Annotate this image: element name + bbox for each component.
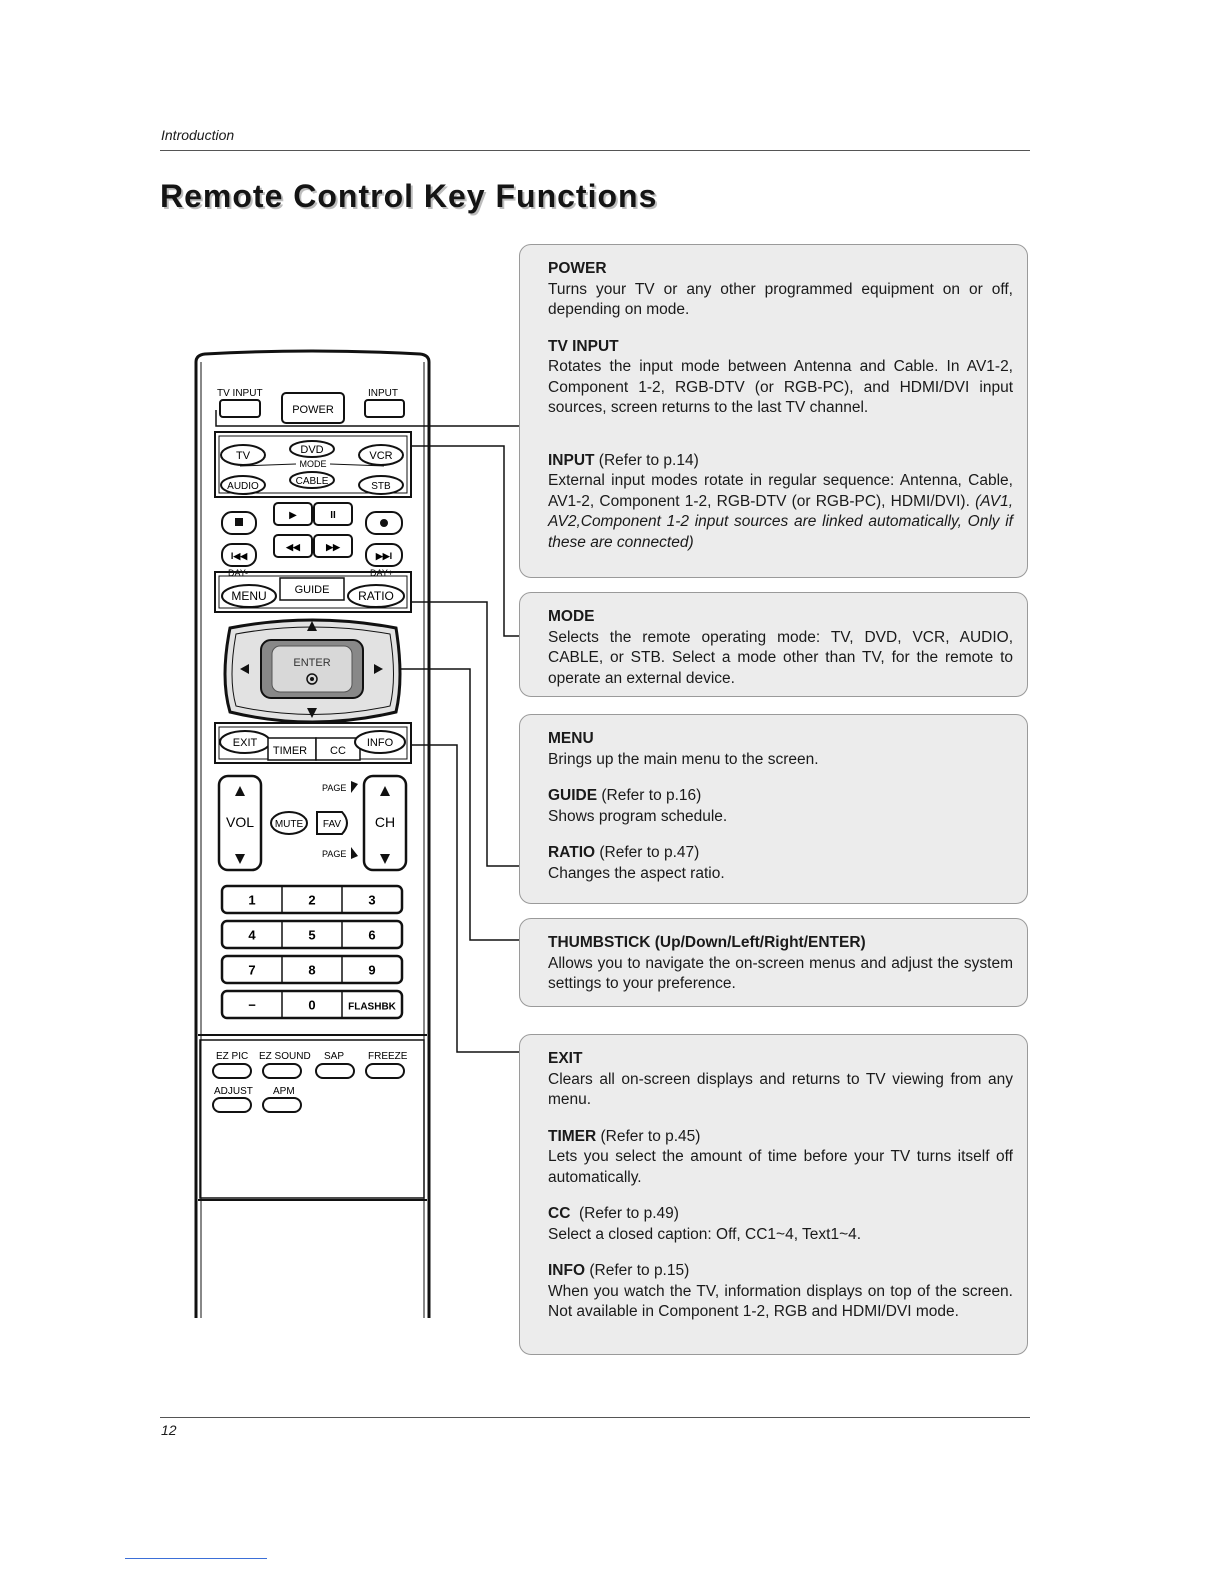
mode-description: Selects the remote operating mode: TV, DVD, VCR, AUDIO, CABLE, or STB. Select a mode other than TV, for the remote to operate an external device. xyxy=(548,628,1013,687)
cc-item xyxy=(548,1204,1013,1245)
key-4-button[interactable]: 4 xyxy=(248,927,256,943)
key-9-button[interactable]: 9 xyxy=(368,962,376,978)
skip-back-icon: I◀◀ xyxy=(230,551,248,561)
section-label: Introduction xyxy=(161,127,235,143)
guide-button-label: GUIDE xyxy=(294,584,330,596)
footer-rule xyxy=(160,1417,1030,1418)
number-keypad xyxy=(222,886,402,1018)
exit-item xyxy=(548,1049,1013,1111)
cc-heading: CC xyxy=(548,1205,571,1222)
mode-audio-label: AUDIO xyxy=(227,481,259,492)
timer-heading: TIMER xyxy=(548,1127,597,1145)
sap-label: SAP xyxy=(324,1051,345,1062)
page-title: Remote Control Key Functions xyxy=(160,178,658,214)
ratio-heading: RATIO xyxy=(548,844,596,861)
apm-label: APM xyxy=(273,1086,295,1097)
channel-label: CH xyxy=(374,814,396,830)
tv-input-description: Rotates the input mode between Antenna and Cable. In AV1-2, Component 1-2, RGB-DTV (or RGB-PC), and HDMI/DVI input sources, screen returns to the last TV channel. xyxy=(548,358,1013,416)
key-8-button[interactable]: 8 xyxy=(308,962,316,978)
guide-item xyxy=(548,786,1013,827)
power-item xyxy=(548,259,1013,321)
record-icon xyxy=(380,519,388,527)
guide-description: Shows program schedule. xyxy=(548,807,728,825)
adjust-button[interactable] xyxy=(213,1098,251,1112)
key-7-button[interactable]: 7 xyxy=(248,962,256,978)
menu-heading: MENU xyxy=(548,730,594,747)
apm-button[interactable] xyxy=(263,1098,301,1112)
ez-sound-label: EZ SOUND xyxy=(259,1051,311,1062)
guide-heading: GUIDE xyxy=(548,787,598,804)
ratio-button-label: RATIO xyxy=(358,589,394,603)
sap-button[interactable] xyxy=(316,1064,354,1078)
connector-mode xyxy=(411,446,519,636)
ratio-ref: (Refer to p.47) xyxy=(595,844,700,861)
page-up-icon[interactable] xyxy=(351,781,358,793)
adjust-label: ADJUST xyxy=(214,1086,253,1097)
timer-description: Lets you select the amount of time before your TV turns itself off automatically. xyxy=(548,1148,1013,1186)
input-ref: (Refer to p.14) xyxy=(594,451,699,469)
key-6-button[interactable]: 6 xyxy=(368,927,376,943)
key-0-button[interactable]: 0 xyxy=(308,997,316,1013)
exit-box xyxy=(519,1034,1028,1355)
thumbstick-description: Allows you to navigate the on-screen menus and adjust the system settings to your preference. xyxy=(548,954,1013,992)
exit-description: Clears all on-screen displays and returns to TV viewing from any menu. xyxy=(548,1070,1013,1108)
mode-tv-label: TV xyxy=(235,450,251,462)
day-minus-label: DAY- xyxy=(228,568,249,578)
key-2-button[interactable]: 2 xyxy=(308,892,316,908)
rewind-icon: ◀◀ xyxy=(286,542,300,552)
key-3-button[interactable]: 3 xyxy=(368,892,376,908)
page-down-label: PAGE xyxy=(322,849,347,859)
input-label: INPUT xyxy=(368,388,398,399)
bottom-link-line xyxy=(125,1558,267,1559)
exit-heading: EXIT xyxy=(548,1050,583,1067)
exit-button-label: EXIT xyxy=(232,737,258,749)
input-description: External input modes rotate in regular sequence: Antenna, Cable, AV1-2, Component 1-2, RGB-DTV (or RGB-PC), HDMI/DVI). xyxy=(548,472,1013,510)
power-description: Turns your TV or any other programmed equipment on or off, depending on mode. xyxy=(548,280,1013,318)
power-input-box xyxy=(519,244,1028,578)
pause-icon: II xyxy=(330,510,336,521)
menu-description: Brings up the main menu to the screen. xyxy=(548,750,819,768)
connector-menu xyxy=(411,602,519,866)
freeze-label: FREEZE xyxy=(368,1051,408,1062)
enter-label: ENTER xyxy=(293,657,331,669)
thumbstick-box xyxy=(519,918,1028,1007)
info-heading: INFO xyxy=(548,1262,586,1279)
enter-button[interactable] xyxy=(272,646,352,692)
volume-label: VOL xyxy=(225,814,255,830)
ez-sound-button[interactable] xyxy=(263,1064,301,1078)
connector-thumbstick xyxy=(399,669,519,940)
info-ref: (Refer to p.15) xyxy=(585,1262,690,1279)
page-number: 12 xyxy=(161,1422,177,1438)
tv-input-label: TV INPUT xyxy=(217,388,263,399)
info-description: When you watch the TV, information displays on top of the screen. Not available in Component 1-2, RGB and HDMI/DVI mode. xyxy=(548,1282,1013,1320)
menu-box xyxy=(519,714,1028,904)
ez-pic-label: EZ PIC xyxy=(216,1051,249,1062)
menu-item xyxy=(548,729,1013,770)
mode-heading: MODE xyxy=(548,608,595,625)
mode-stb-label: STB xyxy=(371,481,391,492)
play-icon: ▶ xyxy=(289,510,297,521)
mode-cable-label: CABLE xyxy=(295,476,329,487)
ratio-item xyxy=(548,843,1013,884)
info-button-label: INFO xyxy=(366,737,394,749)
cc-button-label: CC xyxy=(330,745,346,757)
mode-vcr-label: VCR xyxy=(369,450,393,462)
key-flashbk-button[interactable]: FLASHBK xyxy=(348,1001,396,1013)
tv-input-button[interactable] xyxy=(220,400,260,417)
fav-button-label: FAV xyxy=(322,819,342,830)
input-heading: INPUT xyxy=(548,451,595,469)
mute-button-label: MUTE xyxy=(274,819,304,830)
page-up-label: PAGE xyxy=(322,783,347,793)
mode-box xyxy=(519,592,1028,697)
timer-ref: (Refer to p.45) xyxy=(596,1127,701,1145)
skip-forward-icon: ▶▶I xyxy=(375,551,393,561)
connector-exit xyxy=(411,745,519,1052)
info-item xyxy=(548,1261,1013,1323)
ratio-description: Changes the aspect ratio. xyxy=(548,864,725,882)
key-1-button[interactable]: 1 xyxy=(248,892,256,908)
menu-button-label: MENU xyxy=(231,589,267,603)
input-item xyxy=(548,451,1013,554)
input-note: (AV1, AV2,Component 1-2 input sources are linked automatically, Only if these are connected) xyxy=(548,492,1014,551)
page-down-icon[interactable] xyxy=(351,847,358,859)
input-button[interactable] xyxy=(365,400,404,417)
power-heading: POWER xyxy=(548,260,607,277)
ez-pic-button[interactable] xyxy=(213,1064,251,1078)
cc-description: Select a closed caption: Off, CC1~4, Text1~4. xyxy=(548,1225,862,1243)
fast-forward-icon: ▶▶ xyxy=(326,542,340,552)
guide-ref: (Refer to p.16) xyxy=(597,787,702,804)
freeze-button[interactable] xyxy=(366,1064,404,1078)
mode-label: MODE xyxy=(299,459,327,469)
tv-input-heading: TV INPUT xyxy=(548,337,619,355)
day-plus-label: DAY+ xyxy=(370,568,394,578)
thumbstick-heading: THUMBSTICK (Up/Down/Left/Right/ENTER) xyxy=(548,934,866,951)
mode-dvd-label: DVD xyxy=(300,444,324,456)
key-dash-button[interactable]: − xyxy=(248,997,256,1013)
timer-item xyxy=(548,1127,1013,1189)
tv-input-item xyxy=(548,337,1013,419)
thumbstick-item xyxy=(548,933,1013,995)
key-5-button[interactable]: 5 xyxy=(308,927,316,943)
cc-ref: (Refer to p.49) xyxy=(570,1205,679,1222)
stop-icon xyxy=(235,518,243,526)
mode-item xyxy=(548,607,1013,689)
power-button-label: POWER xyxy=(292,404,334,416)
timer-button-label: TIMER xyxy=(272,745,308,757)
